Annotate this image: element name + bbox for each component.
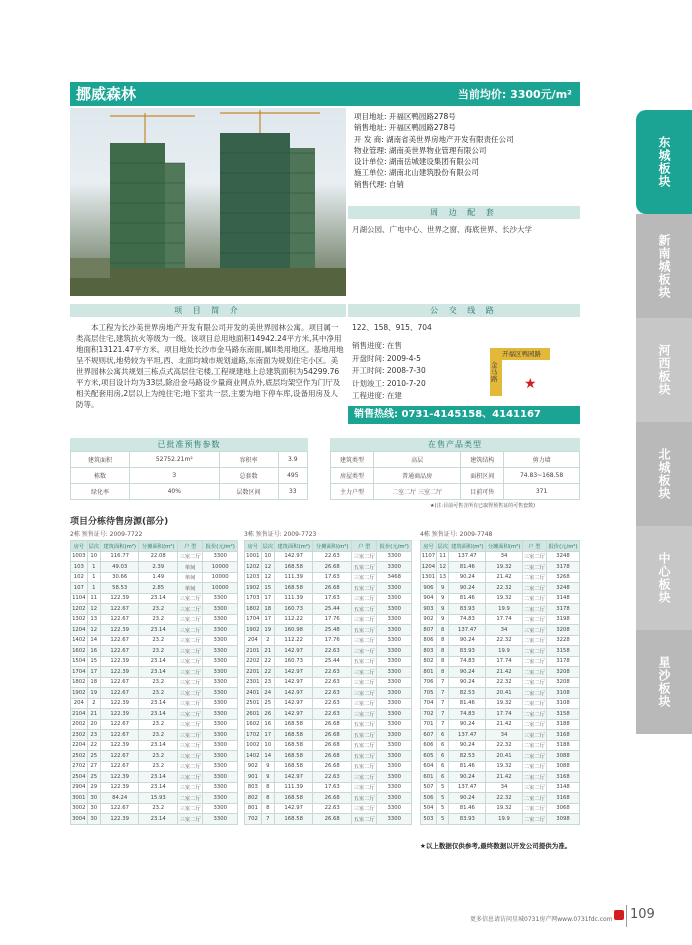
table-row: 1204 12 122.39 23.14 三室二厅 3300 (71, 625, 238, 636)
table-row: 606 6 90.24 22.32 二室二厅 3188 (421, 740, 580, 751)
table-row: 702 7 168.58 26.68 五室二厅 3300 (245, 814, 412, 825)
table-row: 604 6 81.46 19.32 二室二厅 3088 (421, 761, 580, 772)
footer-text: 更多信息请访问星城0731房产网www.0731fdc.com (470, 916, 613, 923)
district-sidebar (636, 110, 692, 734)
table-row: 2101 21 142.97 22.63 三室一厅 3300 (245, 646, 412, 657)
table-row: 1702 17 168.58 26.68 五室二厅 3300 (245, 730, 412, 741)
table-row: 2501 25 142.97 22.63 三室二厅 3300 (245, 698, 412, 709)
table-row: 706 7 90.24 22.32 二室二厅 3208 (421, 677, 580, 688)
table-row: 1802 18 122.67 23.2 三室二厅 3300 (71, 677, 238, 688)
table-header-row: 房号 层次 建筑面积(m²) 分摊面积(m²) 户 型 报价(元/m²) (71, 541, 238, 552)
table-row: 1202 12 168.58 26.68 五室二厅 3300 (245, 562, 412, 573)
completion-date: 计划竣工: 2010-7-20 (352, 378, 426, 388)
table-row: 204 2 122.39 23.14 三室二厅 3300 (71, 698, 238, 709)
table-row: 2002 20 122.67 23.2 三室二厅 3300 (71, 719, 238, 730)
table-row: 204 2 112.22 17.76 三室二厅 3300 (245, 635, 412, 646)
building-construction-image (70, 108, 346, 296)
average-price: 当前均价: 3300元/m² (457, 88, 572, 101)
table-row: 1203 12 111.39 17.63 三室二厅 3468 (245, 572, 412, 583)
table-row: 904 9 81.46 19.32 二室二厅 3148 (421, 593, 580, 604)
sales-hotline: 销售热线: 0731-4145158、4141167 (348, 406, 580, 424)
table-row: 902 9 168.58 26.68 五室二厅 3300 (245, 761, 412, 772)
table-row: 1104 11 122.39 23.14 三室二厅 3300 (71, 593, 238, 604)
table-row: 3002 30 122.67 23.2 三室二厅 3300 (71, 803, 238, 814)
info-sales-address: 销售地址: 开福区鸭园路278号 (354, 123, 456, 133)
table-row: 1704 17 112.22 17.76 三室二厅 3300 (245, 614, 412, 625)
building-2-label: 2栋 预售证号: 2009-7722 (70, 531, 143, 538)
table-row: 801 8 142.97 22.63 三室二厅 3300 (245, 803, 412, 814)
table-row: 2201 22 142.97 22.63 三室二厅 3300 (245, 667, 412, 678)
table-row: 503 5 83.93 19.9 二室二厅 3098 (421, 814, 580, 825)
info-developer: 开 发 商: 湖南省美世界房地产开发有限责任公司 (354, 134, 514, 144)
table-row: 906 9 90.24 22.32 二室二厅 3248 (421, 583, 580, 594)
traffic-heading: 公 交 线 路 (348, 304, 580, 317)
location-map (480, 340, 550, 400)
house-logo-icon (614, 910, 624, 920)
table-row: 2204 22 122.39 23.14 三室二厅 3300 (71, 740, 238, 751)
table-row: 504 5 81.46 19.32 二室二厅 3068 (421, 803, 580, 814)
approved-table: 建筑面积 52752.21m² 容积率 3.9 栋数 3 总套数 495 绿化率 40% 层数区间 33 (70, 451, 308, 500)
page-number: 109 (630, 907, 655, 922)
table-row: 807 8 137.47 34 三室二厅 3208 (421, 625, 580, 636)
table-row: 1001 10 142.97 22.63 三室二厅 3300 (245, 551, 412, 562)
start-date: 开工时间: 2008-7-30 (352, 366, 426, 375)
construction-progress: 工程进度: 在建 (352, 391, 402, 400)
info-designer: 设计单位: 湖南岳城建设集团有限公司 (354, 157, 479, 167)
table-row: 506 5 90.24 22.32 二室二厅 3168 (421, 793, 580, 804)
table-row: 2502 25 122.67 23.2 三室二厅 3300 (71, 751, 238, 762)
bus-lines: 122、158、915、704 (352, 323, 432, 332)
table-row: 2302 23 122.67 23.2 三室二厅 3300 (71, 730, 238, 741)
table-row: 803 8 83.93 19.9 二室二厅 3158 (421, 646, 580, 657)
table-row: 601 6 90.24 21.42 二室二厅 3168 (421, 772, 580, 783)
table-row: 1402 14 168.58 26.68 五室二厅 3300 (245, 751, 412, 762)
table-row: 1302 13 122.67 23.2 三室二厅 3300 (71, 614, 238, 625)
table-row: 806 8 90.24 22.32 二室二厅 3228 (421, 635, 580, 646)
table-row: 2202 22 160.73 25.44 五室二厅 3300 (245, 656, 412, 667)
building-4-label: 4栋 预售证号: 2009-7748 (420, 531, 493, 538)
table-row: 1002 10 168.58 26.68 五室二厅 3300 (245, 740, 412, 751)
tab-hexi[interactable]: 河西板块 (636, 318, 692, 422)
table-row: 2301 23 142.97 22.63 三室二厅 3300 (245, 677, 412, 688)
product-note: ★(注:目前可售含所有已取得预售证的可售套数) (430, 503, 536, 509)
table-row: 1301 13 90.24 21.42 二室二厅 3268 (421, 572, 580, 583)
table-row: 607 6 137.47 34 三室二厅 3168 (421, 730, 580, 741)
project-photo (70, 108, 346, 296)
tab-east-city[interactable]: 东城板块 (636, 110, 692, 214)
table-row: 2702 27 122.67 23.2 三室二厅 3300 (71, 761, 238, 772)
building-2-table (70, 540, 238, 825)
building-4-table (420, 540, 580, 825)
table-row: 1602 16 122.67 23.2 三室二厅 3300 (71, 646, 238, 657)
table-row: 1704 17 122.39 23.14 三室二厅 3300 (71, 667, 238, 678)
intro-text: 本工程为长沙美世界房地产开发有限公司开发的美世界园林公寓。项目属一类高层住宅,建筑抗火等级为一级。该项目总用地面积14942.24平方米,其中净用地面积13121.47平方米。项目地处长沙市金马路东南面,属II类用地区。基地用地呈不规则状,地势较为平坦,西、北面均城市规划道路,东南面为规划住宅小区。美世界园林公寓共规划三栋点式高层住宅楼,工程规建地上总建筑面积为54299.76平方米,项目设计均为33层,除沿金马路设少量商业网点外,底层均架空作为门厅及相关配套用房,2层以上为纯住宅;地下室共一层,主要为地下停车库,设备用房及人防等。 (76, 323, 344, 409)
table-row: 1902 15 168.58 26.68 五室二厅 3300 (245, 583, 412, 594)
table-row: 903 9 83.93 19.9 二室二厅 3178 (421, 604, 580, 615)
table-row: 702 7 74.83 17.74 二室二厅 3158 (421, 709, 580, 720)
product-heading: 在售产品类型 (330, 438, 580, 451)
table-row: 107 1 58.53 2.85 单间 10000 (71, 583, 238, 594)
table-header-row: 房号 层次 建筑面积(m²) 分摊面积(m²) 户 型 报价(元/m²) (245, 541, 412, 552)
table-row: 605 6 82.53 20.41 二室二厅 3088 (421, 751, 580, 762)
surround-heading: 周 边 配 套 (348, 206, 580, 219)
table-row: 1802 18 160.73 25.44 五室二厅 3300 (245, 604, 412, 615)
surround-text: 月湖公园、广电中心、世界之窗、海底世界、长沙大学 (352, 225, 532, 234)
table-row: 1107 11 137.47 34 三室二厅 3248 (421, 551, 580, 562)
table-row: 1202 12 122.67 23.2 三室二厅 3300 (71, 604, 238, 615)
tab-xingsha[interactable]: 星沙板块 (636, 630, 692, 734)
info-property-management: 物业管理: 湖南美世界物业管理有限公司 (354, 145, 487, 155)
table-row: 1902 19 122.67 23.2 三室二厅 3300 (71, 688, 238, 699)
table-row: 701 7 90.24 21.42 二室二厅 3188 (421, 719, 580, 730)
intro-heading: 项 目 简 介 (70, 304, 346, 317)
info-address: 项目地址: 开福区鸭园路278号 (354, 112, 456, 121)
table-row: 802 8 74.83 17.74 二室二厅 3178 (421, 656, 580, 667)
info-agent: 销售代理: 自销 (354, 179, 404, 189)
info-constructor: 施工单位: 湖南北山建筑股份有限公司 (354, 168, 479, 178)
table-row: 102 1 30.66 1.49 单间 10000 (71, 572, 238, 583)
table-row: 2601 26 142.97 22.63 三室二厅 3300 (245, 709, 412, 720)
building-3-label: 3栋 预售证号: 2009-7723 (244, 531, 317, 538)
table-row: 2401 24 142.97 22.63 三室二厅 3300 (245, 688, 412, 699)
table-row: 103 1 49.03 2.39 单间 10000 (71, 562, 238, 573)
table-row: 1504 15 122.39 23.14 三室二厅 3300 (71, 656, 238, 667)
progress-list (352, 340, 426, 403)
table-row: 3004 30 122.39 23.14 三室二厅 3300 (71, 814, 238, 825)
table-row: 507 5 137.47 34 三室二厅 3148 (421, 782, 580, 793)
units-title: 项目分栋待售房源(部分) (70, 517, 169, 527)
table-row: 1402 14 122.67 23.2 三室二厅 3300 (71, 635, 238, 646)
table-row: 704 7 81.46 19.32 二室二厅 3108 (421, 698, 580, 709)
table-row: 1602 16 168.58 26.68 五室二厅 3300 (245, 719, 412, 730)
table-row: 1003 10 116.77 22.08 三室二厅 3300 (71, 551, 238, 562)
units-note: ★以上数据仅供参考,最终数据以开发公司提供为准。 (420, 842, 572, 850)
tab-north-city[interactable]: 北城板块 (636, 422, 692, 526)
map-road-2: 金马路 (491, 361, 498, 383)
table-row: 901 9 142.97 22.63 三室二厅 3300 (245, 772, 412, 783)
table-row: 2904 29 122.39 23.14 三室二厅 3300 (71, 782, 238, 793)
project-header (70, 82, 580, 106)
product-table: 建筑类型 高层 建筑结构 剪力墙 房屋类型 普通商品房 面积区间 74.83~168.58 主力户型 二室二厅 三室二厅 目前可售 371 (330, 451, 580, 500)
table-row: 1703 17 111.39 17.63 三室二厅 3300 (245, 593, 412, 604)
approved-heading: 已批准预售参数 (70, 438, 308, 451)
table-header-row: 房号 层次 建筑面积(m²) 分摊面积(m²) 户 型 报价(元/m²) (421, 541, 580, 552)
map-road-1: 开福区鸭园路 (502, 350, 541, 358)
table-row: 1204 12 81.46 19.32 二室二厅 3178 (421, 562, 580, 573)
project-title: 挪威森林 (76, 85, 137, 103)
building-3-table (244, 540, 412, 825)
location-star-icon: ★ (524, 376, 537, 392)
table-row: 801 8 90.24 21.42 二室二厅 3208 (421, 667, 580, 678)
table-row: 803 8 111.39 17.63 三室二厅 3300 (245, 782, 412, 793)
sales-progress: 销售进度: 在售 (352, 341, 402, 350)
tab-center[interactable]: 中心板块 (636, 526, 692, 630)
table-row: 902 9 74.83 17.74 二室二厅 3198 (421, 614, 580, 625)
table-row: 705 7 82.53 20.41 二室二厅 3108 (421, 688, 580, 699)
table-row: 2104 21 122.39 23.14 三室二厅 3300 (71, 709, 238, 720)
table-row: 1902 19 160.98 25.48 五室二厅 3300 (245, 625, 412, 636)
table-row: 802 8 168.58 26.68 五室二厅 3300 (245, 793, 412, 804)
opening-date: 开盘时间: 2009-4-5 (352, 353, 421, 363)
tab-new-south-city[interactable]: 新南城板块 (636, 214, 692, 318)
project-info (348, 108, 580, 202)
table-row: 2504 25 122.39 23.14 三室二厅 3300 (71, 772, 238, 783)
table-row: 3001 30 84.24 15.93 二室二厅 3300 (71, 793, 238, 804)
